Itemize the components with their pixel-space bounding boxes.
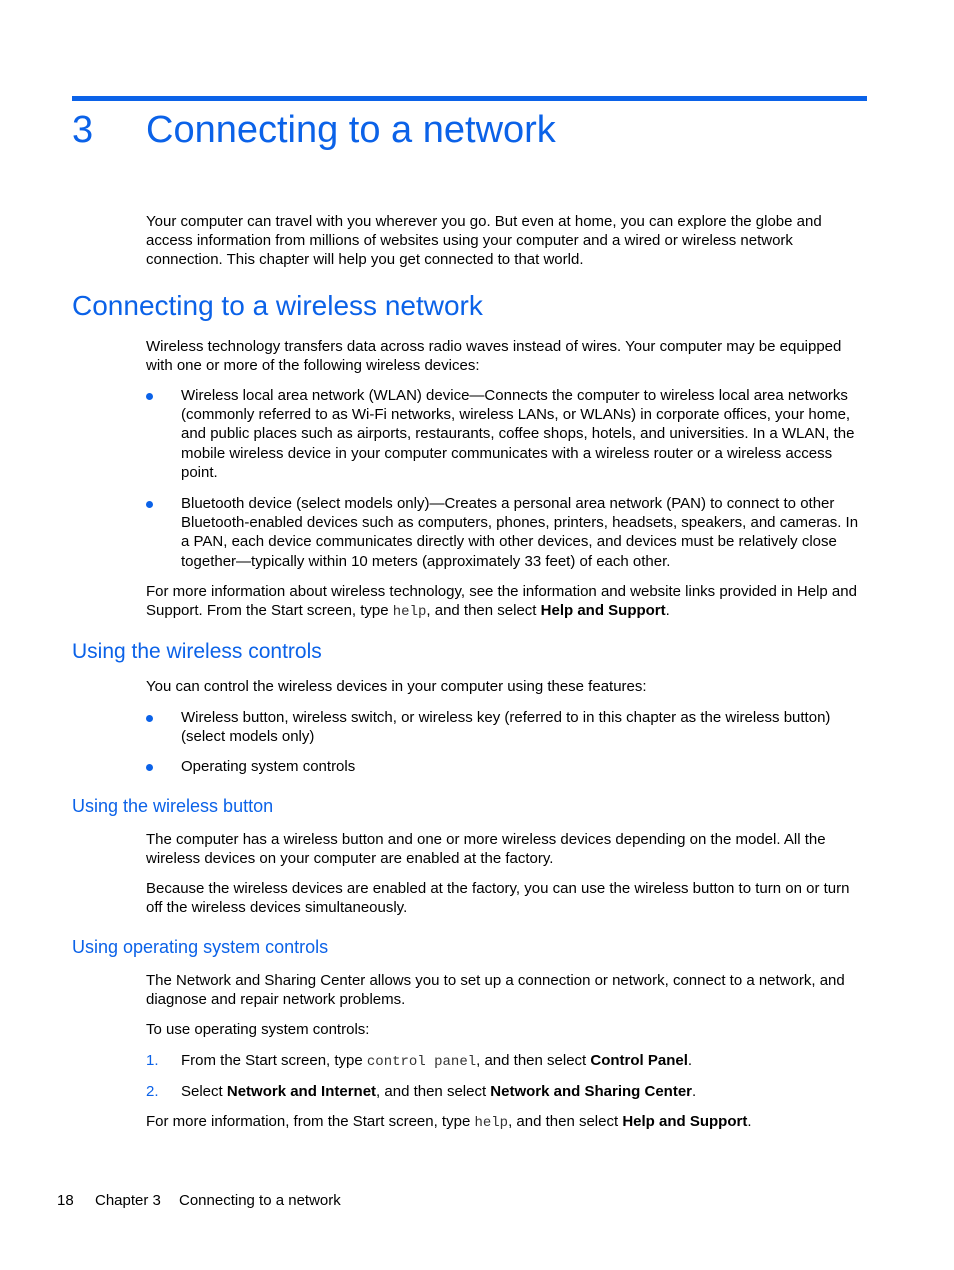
os-paragraph-2: To use operating system controls:	[146, 1021, 370, 1038]
step-item	[181, 1051, 869, 1072]
bullet-icon	[146, 764, 153, 771]
bold-term: Network and Internet	[226, 1083, 377, 1100]
chapter-title: Connecting to a network	[146, 109, 556, 151]
section-heading-button: Using the wireless button	[72, 796, 274, 816]
bullet-icon	[146, 393, 153, 400]
chapter-number: 3	[72, 109, 94, 151]
list-item: Bluetooth device (select models only)—Creates a personal area network (PAN) to connect to other Bluetooth-enabled devices such as computers, phones, printers, headsets, speakers, and cameras. In a PAN, each device communicates directly with other devices, and devices must be relatively close together—typically within 10 meters (approximately 33 feet) of each other.	[181, 495, 859, 570]
footer-chapter-title: Connecting to a network	[179, 1192, 341, 1209]
button-paragraph-2: Because the wireless devices are enabled at the factory, you can use the wireless button to turn on or turn off the wireless devices simultaneously.	[146, 880, 850, 917]
list-item: Wireless local area network (WLAN) device—Connects the computer to wireless local area networks (commonly referred to as Wi-Fi networks, wireless LANs, or WLANs) in corporate offices, your home, and public places such as airports, restaurants, coffee shops, hotels, and universities. In a WLAN, the mobile wireless device in your computer communicates with a wireless router or a wireless access point.	[181, 387, 855, 481]
text-run: From the Start screen, type	[181, 1052, 367, 1069]
footer-page-number: 18	[57, 1192, 74, 1209]
text-run: , and then select	[476, 1052, 591, 1069]
text-run: Select	[181, 1083, 227, 1100]
section-heading-controls: Using the wireless controls	[72, 640, 322, 663]
wireless-more-info	[146, 582, 868, 622]
os-more-info	[146, 1112, 868, 1133]
text-run: For more information about wireless technology, see the information and website links provided in Help and Support. From the Start screen, type	[146, 583, 857, 620]
list-item: Operating system controls	[181, 758, 356, 775]
text-run: , and then select	[508, 1113, 623, 1130]
text-run: , and then select	[376, 1083, 491, 1100]
step-number: 2.	[146, 1083, 159, 1100]
bullet-icon	[146, 501, 153, 508]
bold-term: Control Panel	[590, 1052, 688, 1069]
inline-code: control panel	[366, 1054, 477, 1070]
text-run: .	[665, 602, 670, 620]
text-run: .	[692, 1083, 697, 1100]
button-paragraph-1: The computer has a wireless button and one or more wireless devices depending on the model. All the wireless devices on your computer are enabled at the factory.	[146, 831, 826, 868]
chapter-intro: Your computer can travel with you wherever you go. But even at home, you can explore the globe and access information from millions of websites using your computer and a wired or wireless network connection. This chapter will help you get connected to that world.	[146, 213, 822, 269]
text-run: .	[747, 1113, 752, 1130]
text-run: .	[687, 1052, 693, 1069]
inline-code: help	[474, 1115, 509, 1131]
bold-term: Network and Sharing Center	[490, 1083, 692, 1100]
os-paragraph-1: The Network and Sharing Center allows you to set up a connection or network, connect to a network, and diagnose and repair network problems.	[146, 972, 845, 1009]
text-run: , and then select	[426, 602, 541, 620]
text-run: For more information, from the Start screen, type	[146, 1113, 475, 1130]
bullet-icon	[146, 715, 153, 722]
inline-code: help	[392, 604, 427, 621]
bold-term: Help and Support	[540, 602, 666, 620]
wireless-intro: Wireless technology transfers data across radio waves instead of wires. Your computer may be equipped with one or more of the following wireless devices:	[146, 338, 842, 375]
list-item: Wireless button, wireless switch, or wireless key (referred to in this chapter as the wireless button) (select models only)	[181, 709, 831, 746]
step-item	[181, 1082, 869, 1101]
chapter-rule	[72, 96, 867, 101]
section-heading-wireless: Connecting to a wireless network	[72, 290, 483, 321]
bold-term: Help and Support	[622, 1113, 748, 1130]
footer-chapter-label: Chapter 3	[95, 1192, 161, 1209]
step-number: 1.	[146, 1052, 159, 1069]
controls-intro: You can control the wireless devices in your computer using these features:	[146, 678, 647, 695]
section-heading-os: Using operating system controls	[72, 937, 329, 957]
